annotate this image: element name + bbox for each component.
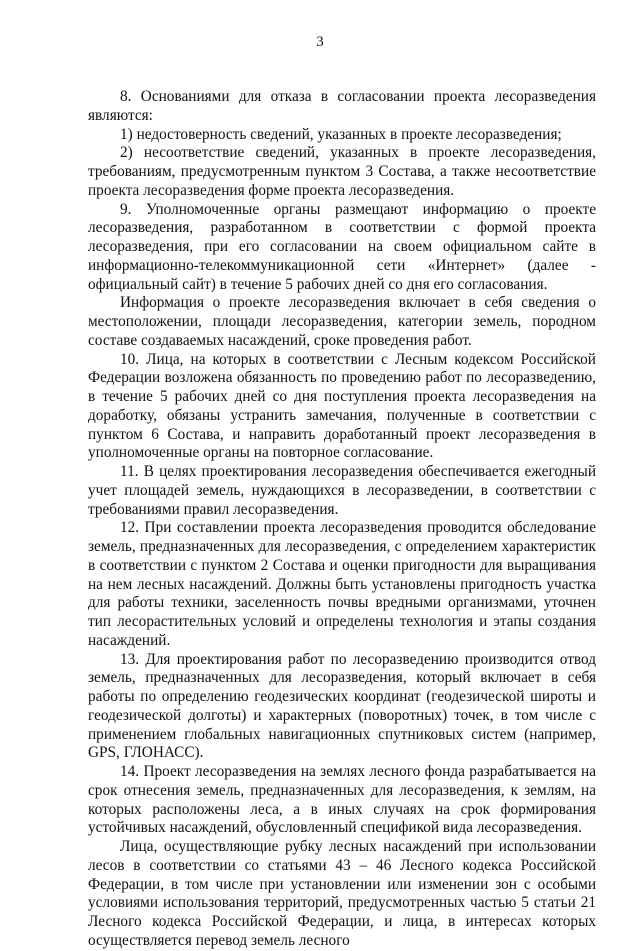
- paragraph-8-item-2: 2) несоответствие сведений, указанных в проекте лесоразведения, требованиям, предусмотренным пунктом 3 Состава, а также несоответствие проекта лесоразведения форме проекта лесоразведения.: [88, 144, 596, 199]
- paragraph-11: 11. В целях проектирования лесоразведения обеспечивается ежегодный учет площадей земель, нуждающихся в лесоразведении, в соответствии с требованиями правил лесоразведения.: [88, 463, 596, 518]
- page-number: 3: [316, 34, 324, 50]
- paragraph-8-intro: 8. Основаниями для отказа в согласовании проекта лесоразведения являются:: [88, 88, 596, 124]
- body-text: [88, 88, 596, 951]
- paragraph-14-continued: Лица, осуществляющие рубку лесных насаждений при использовании лесов в соответствии со статьями 43 – 46 Лесного кодекса Российской Федерации, в том числе при установлении или изменении зон с особыми условиями использования территорий, предусмотренных частью 5 статьи 21 Лесного кодекса Российской Федерации, и лица, в интересах которых осуществляется перевод земель лесного: [88, 838, 596, 949]
- paragraph-9: 9. Уполномоченные органы размещают информацию о проекте лесоразведения, разработанном в соответствии с формой проекта лесоразведения, при его согласовании на своем официальном сайте в информационно-телекоммуникационной сети «Интернет» (далее - официальный сайт) в течение 5 рабочих дней со дня его согласования.: [88, 200, 596, 293]
- paragraph-13: 13. Для проектирования работ по лесоразведению производится отвод земель, предназначенных для лесоразведения, который включает в себя работы по определению геодезических координат (геодезической широты и геодезической долготы) и характерных (поворотных) точек, в том числе с применением глобальных навигационных спутниковых систем (например, GPS, ГЛОНАСС).: [88, 650, 596, 762]
- paragraph-10: 10. Лица, на которых в соответствии с Лесным кодексом Российской Федерации возложена обязанность по проведению работ по лесоразведению, в течение 5 рабочих дней со дня поступления проекта лесоразведения на доработку, обязаны устранить замечания, полученные в соответствии с пунктом 6 Состава, и направить доработанный проект лесоразведения в уполномоченные органы на повторное согласование.: [88, 350, 596, 462]
- paragraph-14: 14. Проект лесоразведения на землях лесного фонда разрабатывается на срок отнесения земель, предназначенных для лесоразведения, к землям, на которых расположены леса, а в иных случаях на срок формирования устойчивых насаждений, обусловленный спецификой вида лесоразведения.: [88, 763, 596, 837]
- paragraph-9-info: Информация о проекте лесоразведения включает в себя сведения о местоположении, площади лесоразведения, категории земель, породном составе создаваемых насаждений, сроке проведения работ.: [88, 294, 596, 349]
- paragraph-12: 12. При составлении проекта лесоразведения проводится обследование земель, предназначенных для лесоразведения, с определением характеристик в соответствии с пунктом 2 Состава и оценки пригодности для выращивания на нем лесных насаждений. Должны быть установлены пригодность участка для работы техники, заселенность почвы вредными организмами, уточнен тип лесорастительных условий и определены технология и этапы создания насаждений.: [88, 519, 596, 649]
- paragraph-8-item-1: 1) недостоверность сведений, указанных в проекте лесоразведения;: [120, 125, 562, 143]
